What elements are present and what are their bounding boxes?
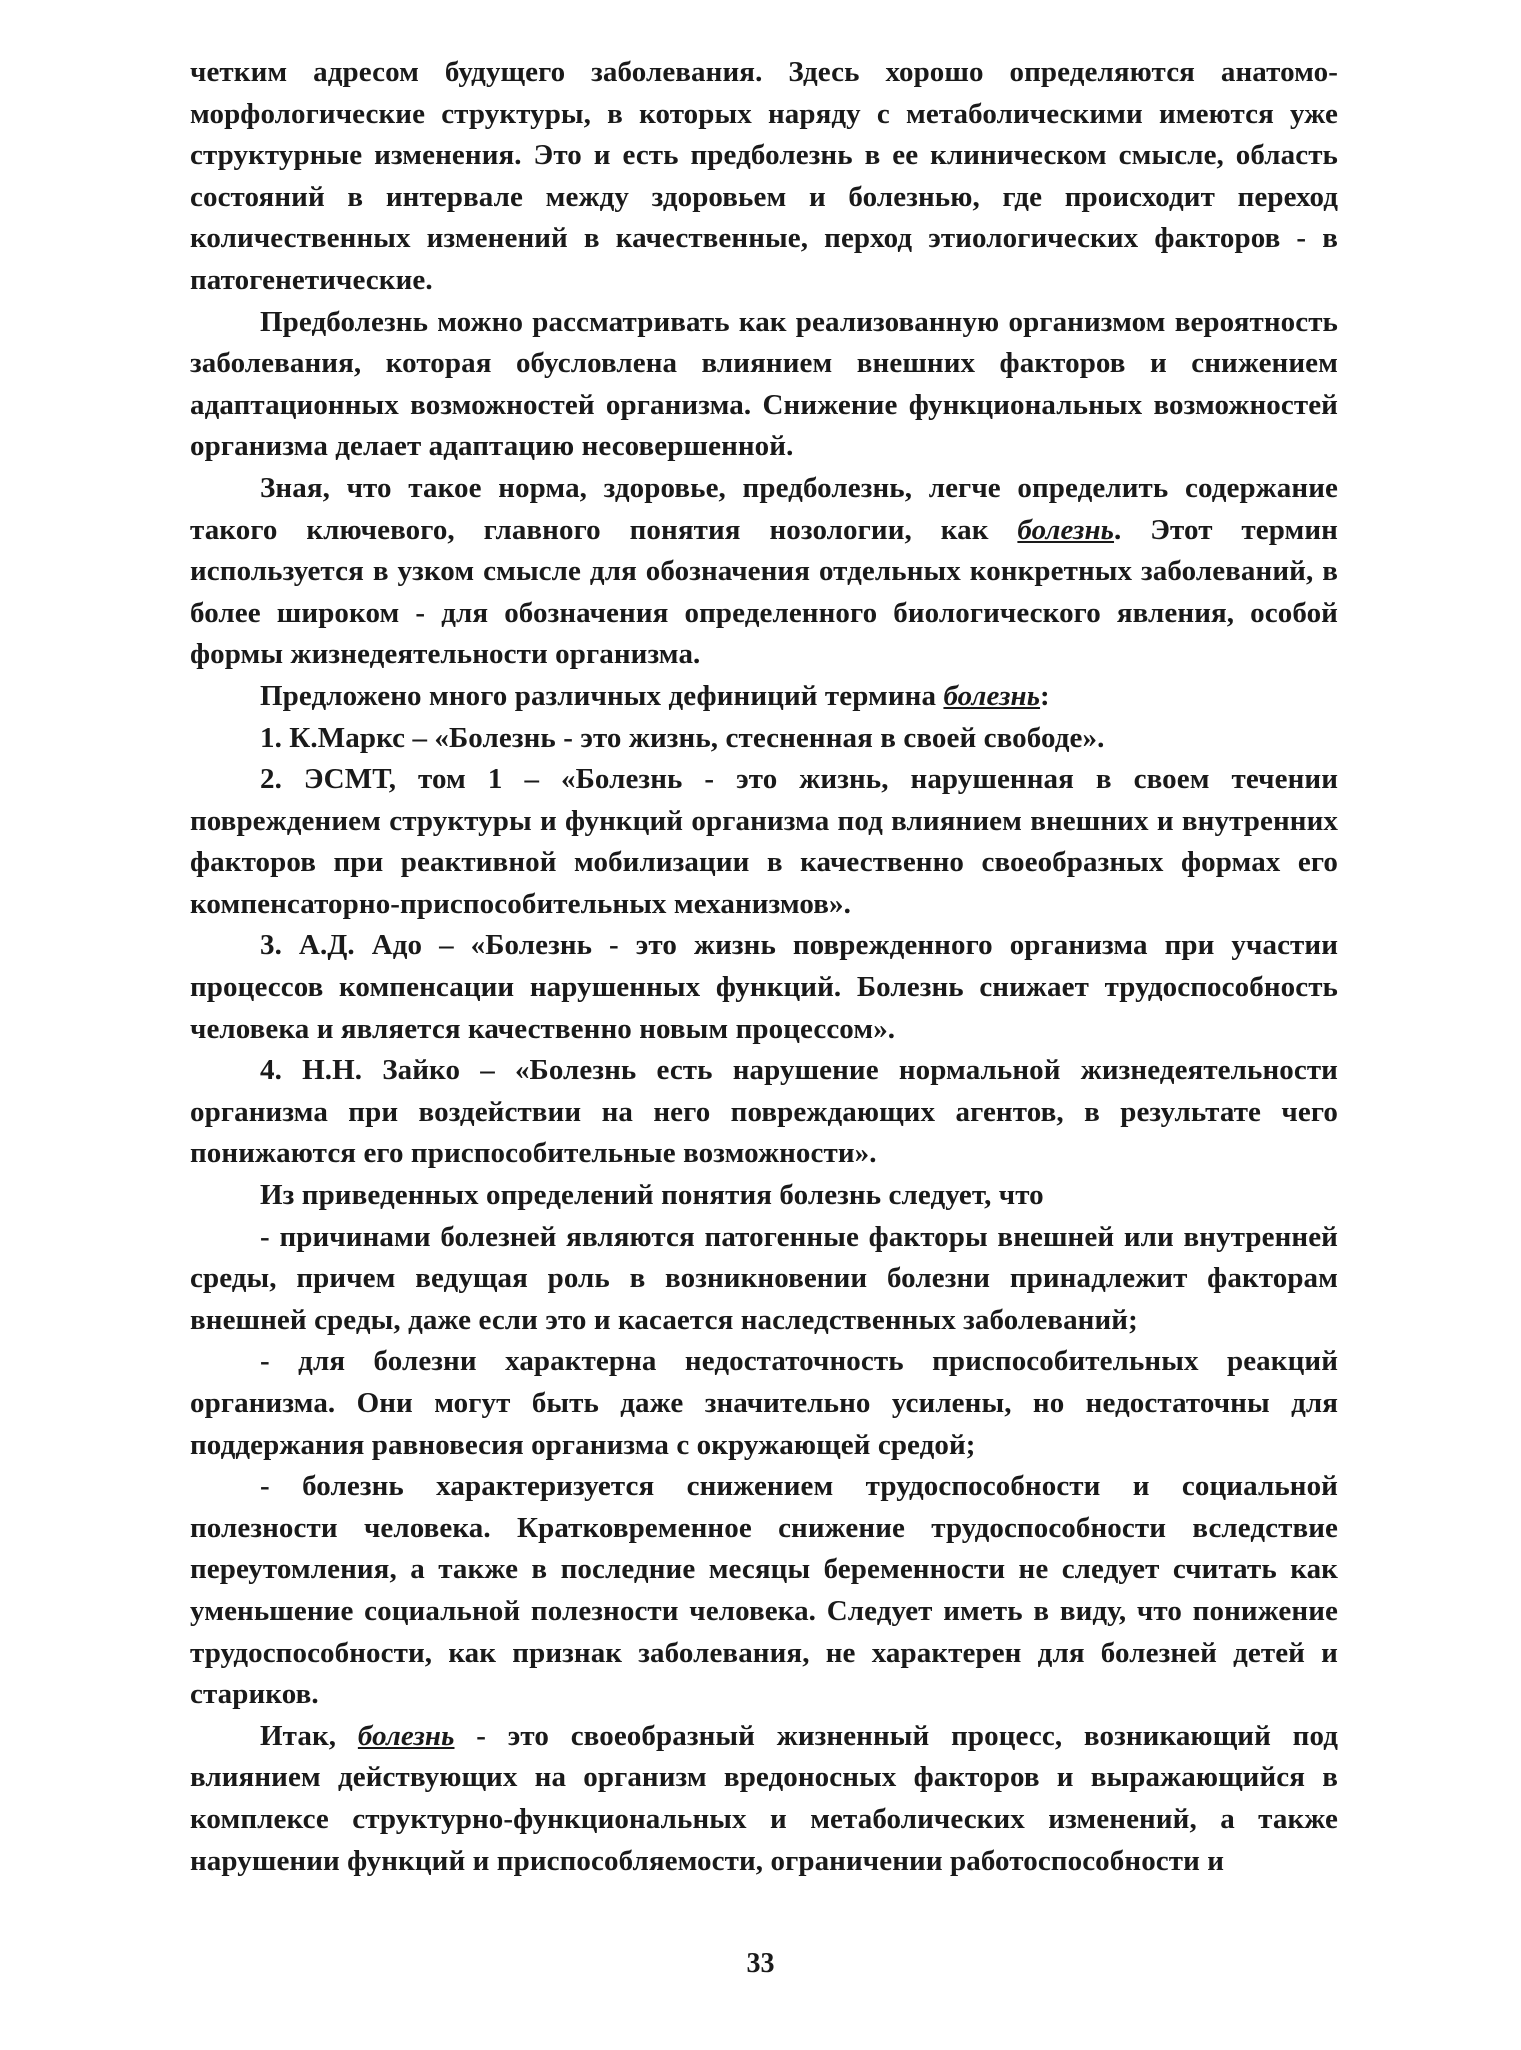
paragraph-2: Предболезнь можно рассматривать как реализованную организмом вероятность заболевания, которая обусловлена влиянием внешних факторов и снижением адаптационных возможностей организма. Снижение функциональных возможностей организма делает адаптацию несовершенной.: [190, 305, 1338, 463]
definition-1: 1. К.Маркс – «Болезнь - это жизнь, стесненная в своей свободе».: [260, 721, 1105, 754]
term-emphasis: болезнь: [1017, 513, 1115, 546]
paragraph-final-text-before: Итак,: [260, 1719, 358, 1752]
paragraph-3-text-after: . Этот термин используется в узком смысле для обозначения отдельных конкретных заболеваний, в более широком - для обозначения определенного биологического явления, особой формы жизнедеятельности организма.: [190, 513, 1338, 671]
term-emphasis: болезнь: [357, 1719, 455, 1752]
term-emphasis: болезнь: [943, 679, 1041, 712]
definition-4: 4. Н.Н. Зайко – «Болезнь есть нарушение нормальной жизнедеятельности организма при воздействии на него повреждающих агентов, в результате чего понижаются его приспособительные возможности».: [190, 1054, 1338, 1170]
paragraph-1: четким адресом будущего заболевания. Здесь хорошо определяются анатомо-морфологические структуры, в которых наряду с метаболическими имеются уже структурные изменения. Это и есть предболезнь в ее клиническом смысле, область состояний в интервале между здоровьем и болезнью, где происходит переход количественных изменений в качественные, перход этиологических факторов - в патогенетические.: [190, 56, 1338, 296]
paragraph-final-text-after: - это своеобразный жизненный процесс, возникающий под влиянием действующих на организм вредоносных факторов и выражающийся в комплексе структурно-функциональных и метаболических изменений, а также нарушении функций и приспособляемости, ограничении работоспособности и: [190, 1719, 1338, 1877]
definition-3: 3. А.Д. Адо – «Болезнь - это жизнь поврежденного организма при участии процессов компенсации нарушенных функций. Болезнь снижает трудоспособность человека и является качественно новым процессом».: [190, 929, 1338, 1045]
paragraph-4-text-before: Предложено много различных дефиниций термина: [260, 679, 944, 712]
definition-2: 2. ЭСМТ, том 1 – «Болезнь - это жизнь, нарушенная в своем течении повреждением структуры и функций организма под влиянием внешних и внутренних факторов при реактивной мобилизации в качественно своеобразных формах его компенсаторно-приспособительных механизмов».: [190, 763, 1338, 920]
page-number: 33: [746, 1948, 775, 1979]
paragraph-3: [190, 468, 1338, 676]
paragraph-4: [190, 676, 1338, 718]
paragraph-conclusion-intro: Из приведенных определений понятия болезнь следует, что: [260, 1179, 1044, 1212]
conclusion-point-2: - для болезни характерна недостаточность приспособительных реакций организма. Они могут быть даже значительно усилены, но недостаточны для поддержания равновесия организма с окружающей средой;: [190, 1345, 1338, 1461]
conclusion-point-1: - причинами болезней являются патогенные факторы внешней или внутренней среды, причем ведущая роль в возникновении болезни принадлежит факторам внешней среды, даже если это и касается наследственных заболеваний;: [190, 1220, 1338, 1336]
paragraph-final: [190, 1716, 1338, 1882]
paragraph-3-text-before: Зная, что такое норма, здоровье, предболезнь, легче определить содержание такого ключевого, главного понятия нозологии, как: [190, 471, 1338, 546]
paragraph-4-text-after: :: [1040, 679, 1050, 712]
document-page: [190, 52, 1338, 1882]
conclusion-point-3: - болезнь характеризуется снижением трудоспособности и социальной полезности человека. Кратковременное снижение трудоспособности вследствие переутомления, а также в последние месяцы беременности не следует считать как уменьшение социальной полезности человека. Следует иметь в виду, что понижение трудоспособности, как признак заболевания, не характерен для болезней детей и стариков.: [190, 1470, 1338, 1711]
